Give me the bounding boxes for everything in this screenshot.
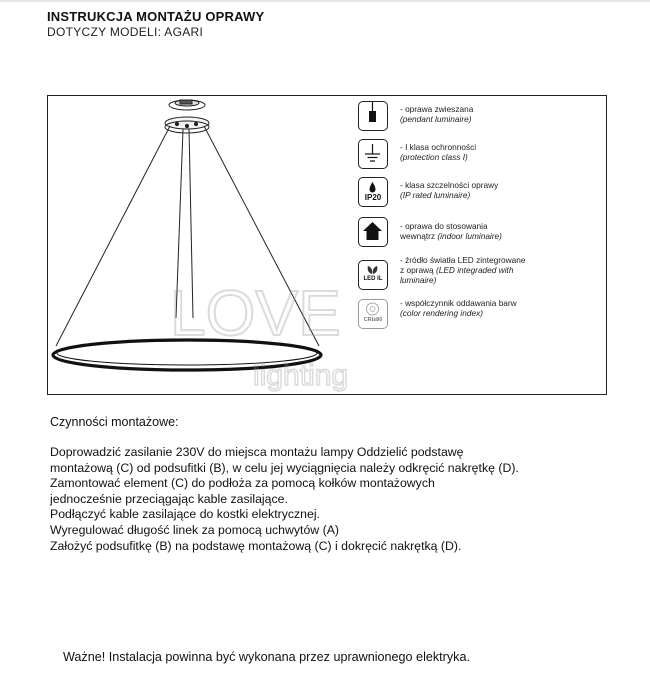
indoor-icon xyxy=(358,217,388,247)
legend-text-cri: - współczynnik oddawania barw (color rendering index) xyxy=(400,298,517,318)
watermark-sub: lighting xyxy=(253,359,349,392)
legend-text-led: - źródło światła LED zintegrowane z oprawą (LED integraded with luminaire) xyxy=(400,255,526,285)
section-heading: Czynności montażowe: xyxy=(50,415,179,429)
ip20-label: IP20 xyxy=(364,193,382,202)
instruction-line: jednocześnie przeciągając kable zasilające. xyxy=(50,491,288,506)
protection-class-icon xyxy=(358,139,388,169)
instruction-list xyxy=(50,445,610,554)
led-label: LED IL xyxy=(363,276,383,282)
ceiling-canopy xyxy=(165,100,209,133)
instruction-line: Wyregulować długość linek za pomocą uchwytów (A) xyxy=(50,522,339,537)
legend-text-protection-class: - I klasa ochronności (protection class I) xyxy=(400,142,477,162)
instruction-line: Podłączyć kable zasilające do kostki elektrycznej. xyxy=(50,507,320,522)
instruction-line: Zamontować element (C) do podłoża za pomocą kołków montażowych xyxy=(50,476,435,491)
instruction-line: montażową (C) od podsufitki (B), w celu jej wyciągnięcia należy odkręcić nakrętkę (D). xyxy=(50,460,519,475)
legend-text-indoor: - oprawa do stosowania wewnątrz (indoor luminaire) xyxy=(400,221,502,241)
safety-warning: Ważne! Instalacja powinna być wykonana przez uprawnionego elektryka. xyxy=(63,650,470,664)
document-title: INSTRUKCJA MONTAŻU OPRAWY xyxy=(47,9,265,24)
instruction-line: Założyć podsufitkę (B) na podstawę montażową (C) i dokręcić nakrętką (D). xyxy=(50,538,462,553)
led-icon xyxy=(358,260,388,290)
instruction-line: Doprowadzić zasilanie 230V do miejsca montażu lampy Oddzielić podstawę xyxy=(50,445,464,459)
ip20-icon xyxy=(358,177,388,207)
model-subtitle: DOTYCZY MODELI: AGARI xyxy=(47,25,204,39)
legend-text-ip20: - klasa szczelności oprawy (IP rated luminaire) xyxy=(400,180,499,200)
cri-icon xyxy=(358,299,388,329)
watermark-main: LOVE xyxy=(170,277,341,349)
legend-text-pendant: - oprawa zwieszana (pendant luminaire) xyxy=(400,104,474,124)
pendant-icon xyxy=(358,101,388,131)
cri-label: CRI≥80 xyxy=(363,317,383,323)
